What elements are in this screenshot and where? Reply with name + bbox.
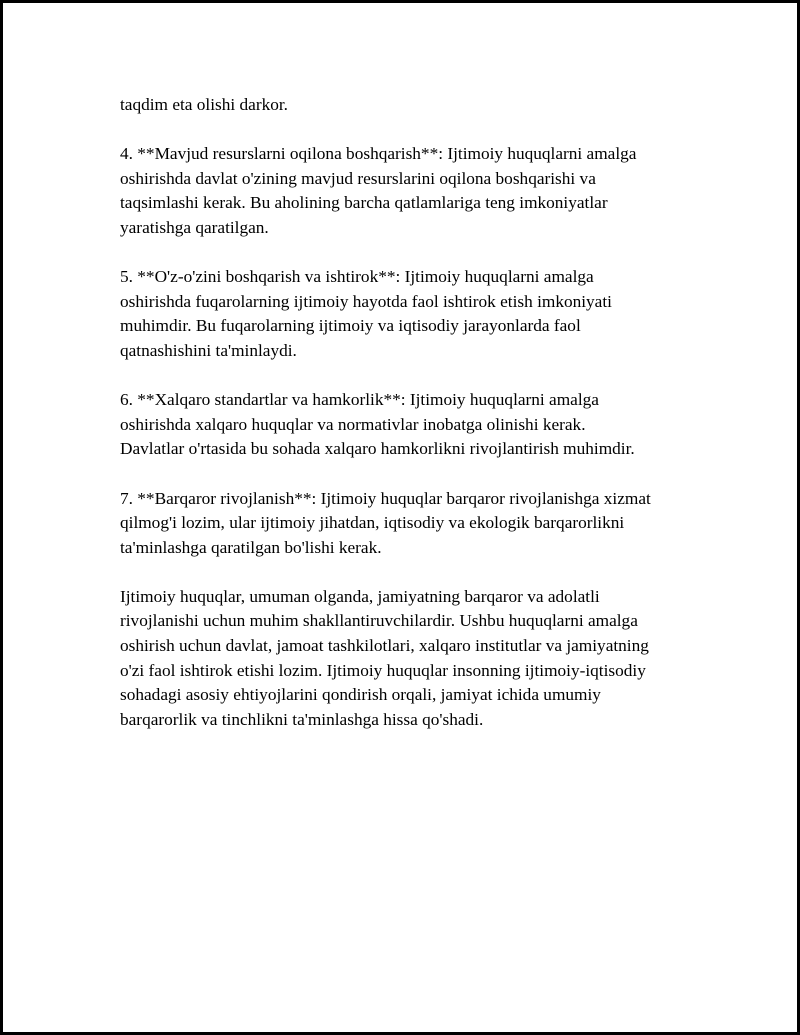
paragraph-item-4: 4. **Mavjud resurslarni oqilona boshqarish**: Ijtimoiy huquqlarni amalga oshirishda davlat o'zining mavjud resurslarini oqilona boshqarishi va taqsimlashi kerak. Bu aholining barcha qatlamlariga teng imkoniyatlar yaratishga qaratilgan.: [120, 144, 637, 237]
paragraph-conclusion: Ijtimoiy huquqlar, umuman olganda, jamiyatning barqaror va adolatli rivojlanishi uchun muhim shakllantiruvchilardir. Ushbu huquqlarni amalga oshirish uchun davlat, jamoat tashkilotlari, xalqaro institutlar va jamiyatning o'zi faol ishtirok etishi lozim. Ijtimoiy huquqlar insonning ijtimoiy-iqtisodiy sohadagi asosiy ehtiyojlarini qondirish orqali, jamiyat ichida umumiy barqarorlik va tinchlikni ta'minlashga hissa qo'shadi.: [120, 586, 649, 729]
paragraph-item-7: 7. **Barqaror rivojlanish**: Ijtimoiy huquqlar barqaror rivojlanishga xizmat qilmog'i lozim, ular ijtimoiy jihatdan, iqtisodiy va ekologik barqarorlikni ta'minlashga qaratilgan bo'lishi kerak.: [120, 488, 651, 557]
paragraph-continuation: taqdim eta olishi darkor.: [120, 95, 288, 114]
paragraph-item-5: 5. **O'z-o'zini boshqarish va ishtirok**: Ijtimoiy huquqlarni amalga oshirishda fuqarolarning ijtimoiy hayotda faol ishtirok etish imkoniyati muhimdir. Bu fuqarolarning ijtimoiy va iqtisodiy jarayonlarda faol qatnashishini ta'minlaydi.: [120, 267, 612, 360]
document-body: [120, 93, 710, 732]
paragraph-item-6: 6. **Xalqaro standartlar va hamkorlik**: Ijtimoiy huquqlarni amalga oshirishda xalqaro huquqlar va normativlar inobatga olinishi kerak. Davlatlar o'rtasida bu sohada xalqaro hamkorlikni rivojlantirish muhimdir.: [120, 390, 635, 459]
